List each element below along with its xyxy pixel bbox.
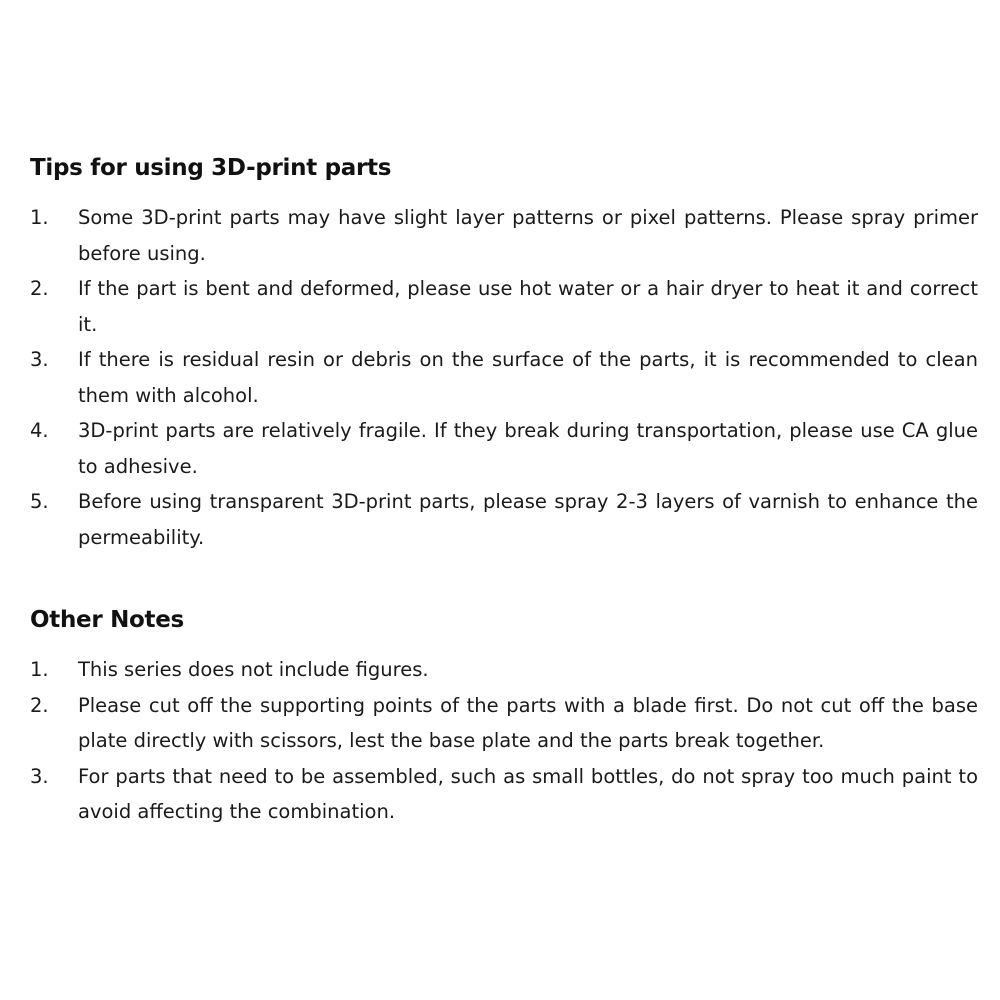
list-item [30,759,978,830]
section-title: Other Notes [30,607,184,633]
notes-list [30,652,978,830]
list-item [30,688,978,759]
other-notes-section [30,602,978,830]
list-item [30,342,978,413]
item-text: 3D-print parts are relatively fragile. If they break during transportation, please use CA glue to adhesive. [78,419,978,478]
item-number: 2. [30,277,49,300]
item-text: Some 3D-print parts may have slight layer patterns or pixel patterns. Please spray primer before using. [78,206,978,265]
item-text: This series does not include figures. [78,658,429,681]
item-text: If there is residual resin or debris on the surface of the parts, it is recommended to clean them with alcohol. [78,348,978,407]
item-number: 1. [30,206,49,229]
item-text: Before using transparent 3D-print parts, please spray 2-3 layers of varnish to enhance the permeability. [78,490,978,549]
list-item [30,271,978,342]
item-text: If the part is bent and deformed, please use hot water or a hair dryer to heat it and correct it. [78,277,978,336]
list-item [30,413,978,484]
item-number: 5. [30,490,49,513]
tips-list [30,200,978,555]
item-number: 2. [30,693,49,717]
list-item [30,200,978,271]
item-text: For parts that need to be assembled, such as small bottles, do not spray too much paint to avoid affecting the combination. [78,764,978,823]
item-number: 3. [30,348,49,371]
item-text: Please cut off the supporting points of the parts with a blade first. Do not cut off the base plate directly with scissors, lest the base plate and the parts break together. [78,693,978,752]
document [30,150,978,830]
tips-section [30,150,978,555]
list-item [30,652,978,688]
item-number: 3. [30,764,49,788]
list-item [30,484,978,555]
item-number: 4. [30,419,49,442]
item-number: 1. [30,658,49,681]
section-title: Tips for using 3D-print parts [30,155,392,181]
